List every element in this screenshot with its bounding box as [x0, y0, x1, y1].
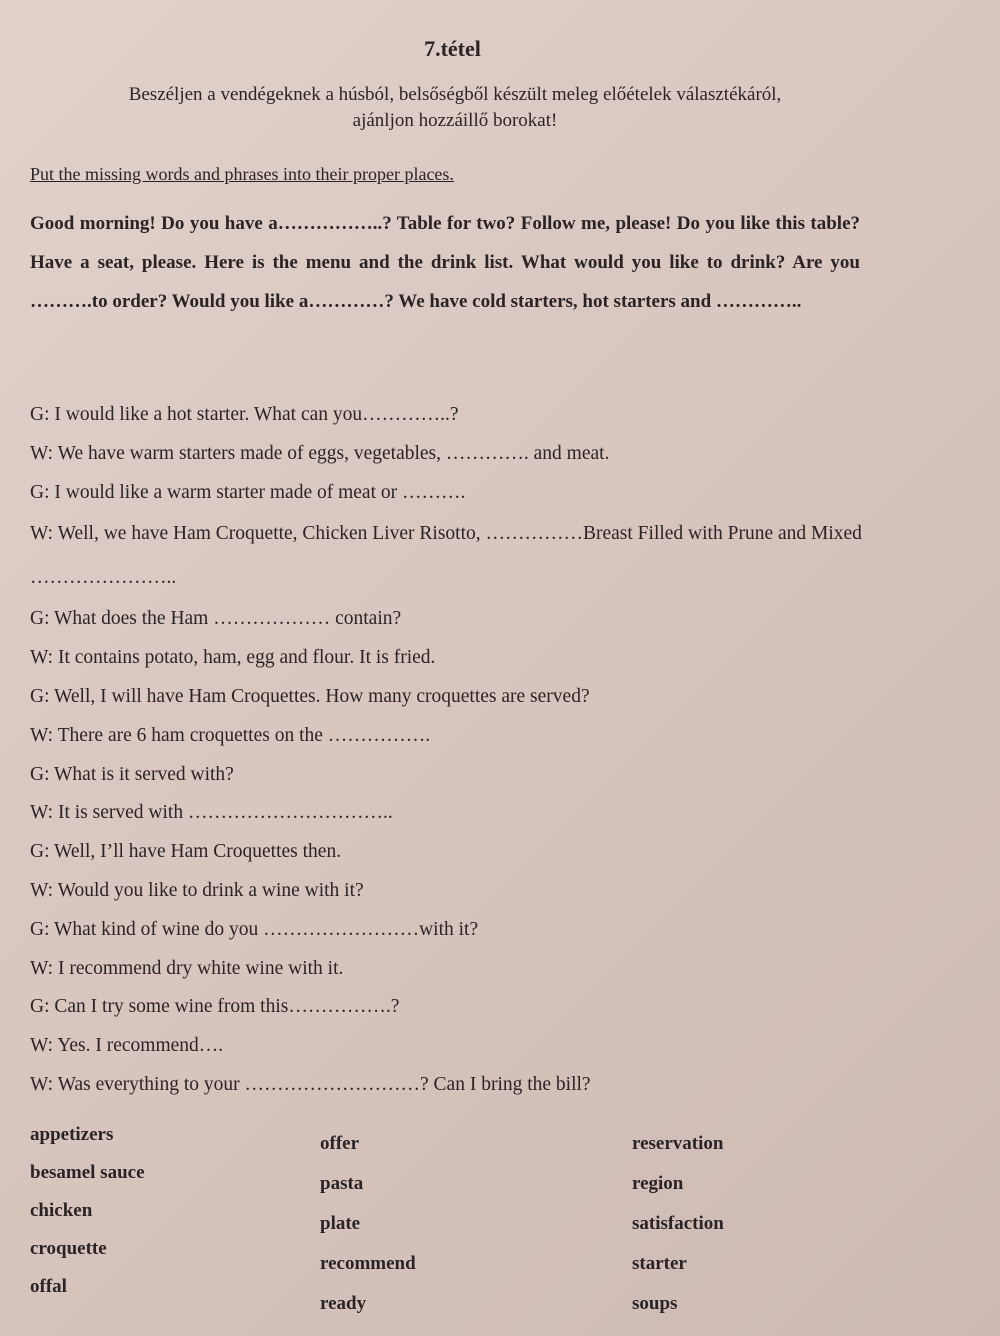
word-bank-column-1	[30, 1116, 145, 1306]
word-bank	[0, 1116, 1000, 1336]
dialogue-line: W: Would you like to drink a wine with it?	[30, 879, 364, 901]
dialogue-line: W: Was everything to your ………………………? Can I bring the bill?	[30, 1073, 591, 1095]
instruction: Put the missing words and phrases into their proper places.	[30, 164, 454, 184]
word-bank-item: starter	[632, 1253, 687, 1274]
task-description-line-2: ajánljon hozzáillő borokat!	[352, 110, 558, 131]
dialogue-line: W: There are 6 ham croquettes on the …………….	[30, 724, 431, 746]
word-bank-item: region	[632, 1173, 684, 1194]
dialogue-line: W: It contains potato, ham, egg and flour. It is fried.	[30, 647, 436, 669]
dialogue-line: G: Can I try some wine from this…………….?	[30, 996, 400, 1018]
word-bank-item: offer	[320, 1133, 360, 1154]
task-description-line-1: Beszéljen a vendégeknek a húsból, belsőségből készült meleg előételek választékáról,	[128, 84, 782, 105]
dialogue-line: G: What is it served with?	[30, 763, 234, 785]
page-title: 7.tétel	[424, 36, 481, 61]
dialogue-line: G: Well, I will have Ham Croquettes. How many croquettes are served?	[30, 685, 590, 707]
dialogue-line: W: It is served with …………………………..	[30, 802, 393, 824]
word-bank-item: croquette	[30, 1238, 107, 1259]
dialogue	[30, 396, 880, 1105]
intro-paragraph: Good morning! Do you have a……………..? Table for two? Follow me, please! Do you like this table? Have a seat, please. Here is the menu and the drink list. What would you like to drink? Are you ……….to order? Would you like a…………? We have cold starters, hot starters and …………..	[30, 213, 860, 312]
task-description	[40, 82, 870, 134]
word-bank-item: chicken	[30, 1200, 93, 1221]
dialogue-line: W: Yes. I recommend….	[30, 1035, 224, 1057]
word-bank-item: pasta	[320, 1173, 364, 1194]
dialogue-line: G: Well, I’ll have Ham Croquettes then.	[30, 841, 342, 863]
word-bank-item: reservation	[632, 1133, 724, 1154]
word-bank-item: plate	[320, 1213, 361, 1234]
dialogue-line: G: What kind of wine do you ……………………with it?	[30, 918, 479, 940]
dialogue-line: G: I would like a warm starter made of meat or ……….	[30, 481, 466, 503]
word-bank-column-2	[320, 1124, 416, 1324]
dialogue-line: G: I would like a hot starter. What can you…………..?	[30, 404, 459, 425]
dialogue-line: W: Well, we have Ham Croquette, Chicken Liver Risotto, ……………Breast Filled with Prune and Mixed …………………..	[30, 523, 862, 589]
dialogue-line: G: What does the Ham ……………… contain?	[30, 608, 402, 630]
dialogue-line: W: I recommend dry white wine with it.	[30, 957, 344, 979]
word-bank-item: besamel sauce	[30, 1162, 145, 1183]
word-bank-item: recommend	[320, 1253, 416, 1274]
word-bank-item: offal	[30, 1276, 67, 1297]
word-bank-item: ready	[320, 1293, 367, 1314]
word-bank-item: soups	[632, 1293, 678, 1314]
word-bank-column-3	[632, 1124, 724, 1324]
dialogue-line: W: We have warm starters made of eggs, vegetables, …………. and meat.	[30, 442, 610, 464]
word-bank-item: appetizers	[30, 1124, 114, 1145]
word-bank-item: satisfaction	[632, 1213, 724, 1234]
